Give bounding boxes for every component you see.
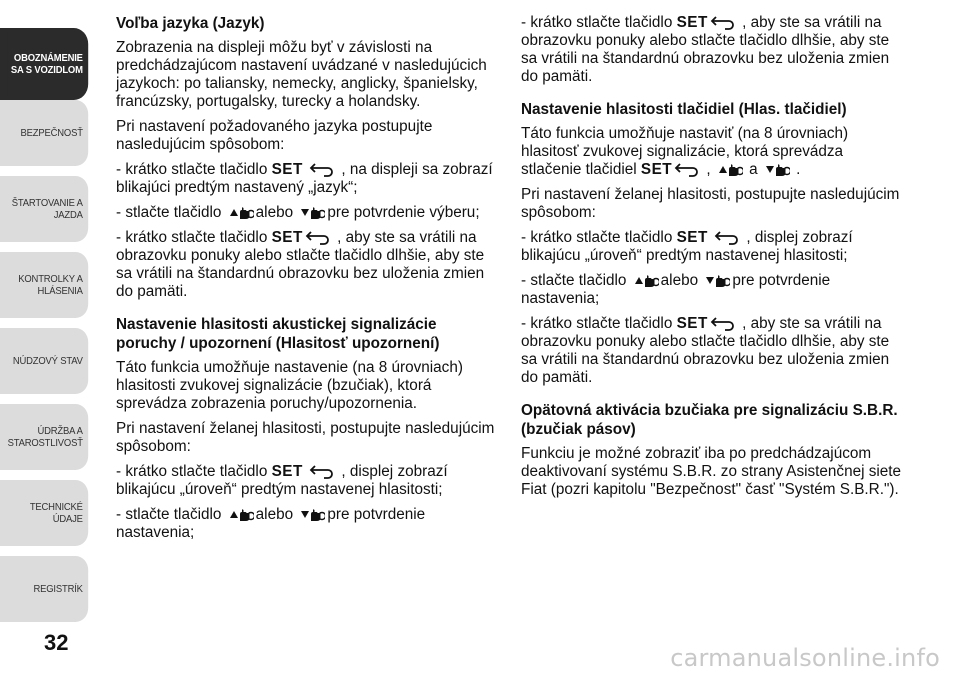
- return-arrow-icon: [710, 317, 736, 331]
- set-label: SET: [271, 463, 303, 480]
- tab-bezpecnost[interactable]: BEZPEČNOSŤ: [0, 100, 88, 166]
- paragraph: Táto funkcia umožňuje nastaviť (na 8 úrovniach) hlasitosť zvukovej signalizácie, ktorá sprevádza stlačenie tlačidiel SET , a .: [521, 125, 849, 178]
- section-heading-sbr-buzzer: Opätovná aktivácia bzučiaka pre signalizáciu S.B.R. (bzučiak pásov): [521, 402, 898, 438]
- paragraph: Zobrazenia na displeji môžu byť v závislosti na predchádzajúcom nastavení uvádzané v nasledujúcich jazykoch: po taliansky, nemecky, anglicky, španielsky, francúzsky, portugalsky, turecky a holandsky.: [116, 39, 487, 110]
- set-label: SET: [676, 315, 708, 332]
- down-hand-icon: [299, 206, 325, 220]
- return-arrow-icon: [714, 231, 740, 245]
- instruction-step: - stlačte tlačidlo alebo pre potvrdenie nastavenia;: [521, 272, 831, 307]
- up-hand-icon: [717, 163, 743, 177]
- paragraph: Funkciu je možné zobraziť iba po predchádzajúcom deaktivovaní systému S.B.R. zo strany Asistenčnej siete Fiat (pozri kapitolu "Bezpečnost" časť "Systém S.B.R.").: [521, 445, 902, 498]
- down-hand-icon: [764, 163, 790, 177]
- sidebar: [0, 0, 100, 678]
- tab-udrzba[interactable]: ÚDRŽBA A STAROSTLIVOSŤ: [0, 404, 88, 470]
- tab-startovanie[interactable]: ŠTARTOVANIE A JAZDA: [0, 176, 88, 242]
- return-arrow-icon: [710, 16, 736, 30]
- up-hand-icon: [228, 508, 254, 522]
- tab-oboznamenie[interactable]: OBOZNÁMENIE SA S VOZIDLOM: [0, 28, 88, 100]
- set-label: SET: [676, 229, 708, 246]
- paragraph: Pri nastavení požadovaného jazyka postupujte nasledujúcim spôsobom:: [116, 118, 433, 153]
- set-label: SET: [271, 229, 303, 246]
- tab-technicke-udaje[interactable]: TECHNICKÉ ÚDAJE: [0, 480, 88, 546]
- tab-kontrolky[interactable]: KONTROLKY A HLÁSENIA: [0, 252, 88, 318]
- watermark: carmanualsonline.info: [670, 644, 940, 672]
- up-hand-icon: [228, 206, 254, 220]
- instruction-step: - krátko stlačte tlačidlo SET , displej zobrazí blikajúcu „úroveň“ predtým nastavenej hlasitosti;: [521, 229, 853, 264]
- tab-nudzovy-stav[interactable]: NÚDZOVÝ STAV: [0, 328, 88, 394]
- return-arrow-icon: [305, 231, 331, 245]
- set-label: SET: [271, 161, 303, 178]
- return-arrow-icon: [309, 465, 335, 479]
- down-hand-icon: [704, 274, 730, 288]
- left-column: [116, 14, 500, 549]
- return-arrow-icon: [674, 163, 700, 177]
- instruction-step: - stlačte tlačidlo alebo pre potvrdenie výberu;: [116, 204, 480, 221]
- down-hand-icon: [299, 508, 325, 522]
- instruction-step: - krátko stlačte tlačidlo SET , displej zobrazí blikajúcu „úroveň“ predtým nastavenej hlasitosti;: [116, 463, 448, 498]
- right-column: [521, 14, 905, 506]
- paragraph: Pri nastavení želanej hlasitosti, postupujte nasledujúcim spôsobom:: [521, 186, 900, 221]
- tab-register[interactable]: REGISTRÍK: [0, 556, 88, 622]
- instruction-step: - krátko stlačte tlačidlo SET , aby ste sa vrátili na obrazovku ponuky alebo stlačte tlačidlo dlhšie, aby ste sa vrátili na štandardnú obrazovku bez uloženia zmien do pamäti.: [116, 229, 485, 300]
- instruction-step: - krátko stlačte tlačidlo SET , aby ste sa vrátili na obrazovku ponuky alebo stlačte tlačidlo dlhšie, aby ste sa vrátili na štandardnú obrazovku bez uloženia zmien do pamäti.: [521, 315, 890, 386]
- paragraph: Pri nastavení želanej hlasitosti, postupujte nasledujúcim spôsobom:: [116, 420, 495, 455]
- up-hand-icon: [633, 274, 659, 288]
- set-label: SET: [676, 14, 708, 31]
- section-heading-warning-volume: Nastavenie hlasitosti akustickej signalizácie poruchy / upozornení (Hlasitosť upozornení): [116, 316, 440, 352]
- instruction-step: - stlačte tlačidlo alebo pre potvrdenie nastavenia;: [116, 506, 426, 541]
- return-arrow-icon: [309, 163, 335, 177]
- set-label: SET: [640, 161, 673, 178]
- section-heading-button-volume: Nastavenie hlasitosti tlačidiel (Hlas. tlačidiel): [521, 101, 847, 118]
- instruction-step: - krátko stlačte tlačidlo SET , aby ste sa vrátili na obrazovku ponuky alebo stlačte tlačidlo dlhšie, aby ste sa vrátili na štandardnú obrazovku bez uloženia zmien do pamäti.: [521, 14, 890, 85]
- instruction-step: - krátko stlačte tlačidlo SET , na displeji sa zobrazí blikajúci predtým nastavený „jazyk“;: [116, 161, 493, 196]
- section-heading-language: Voľba jazyka (Jazyk): [116, 15, 265, 32]
- paragraph: Táto funkcia umožňuje nastavenie (na 8 úrovniach) hlasitosti zvukovej signalizácie (bzučiak), ktorá sprevádza zobrazenia poruchy/upozornenia.: [116, 359, 463, 412]
- page-number: 32: [44, 630, 69, 655]
